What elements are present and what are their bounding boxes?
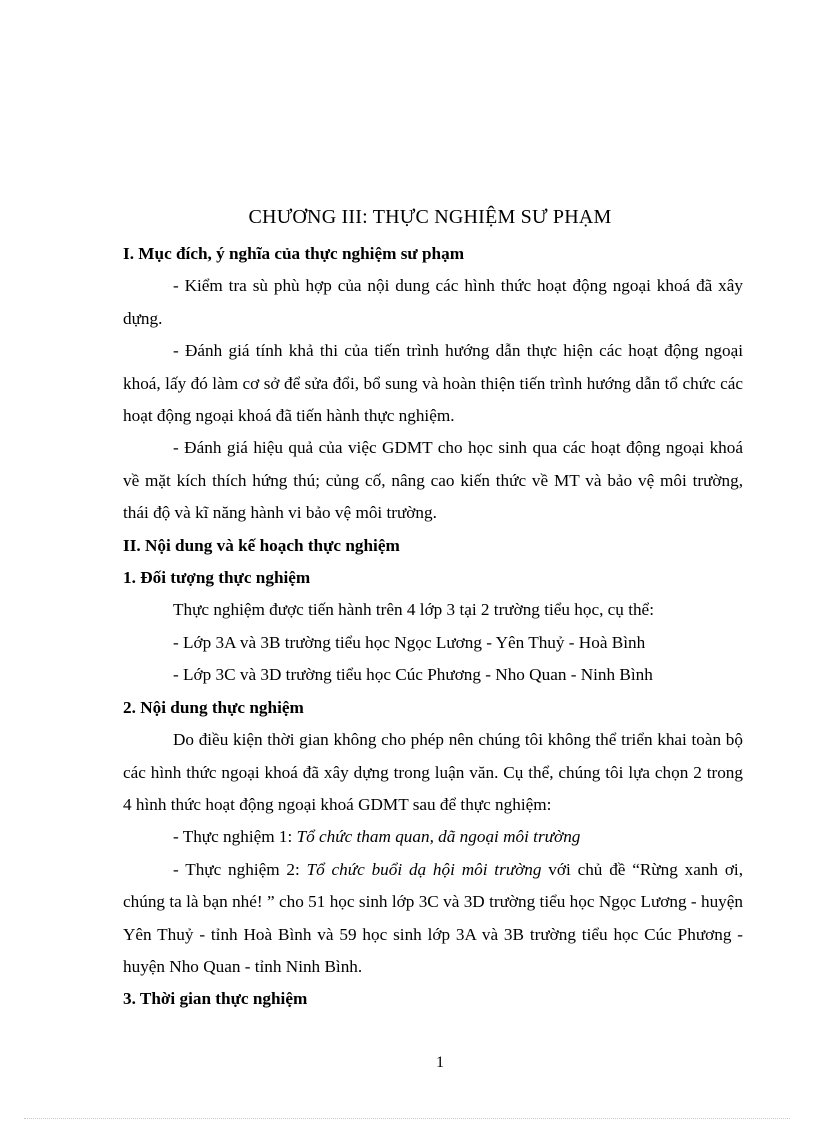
page-bottom-divider [24, 1118, 790, 1119]
experiment-1-name: Tổ chức tham quan, dã ngoại môi trường [296, 827, 581, 847]
experiment-2-label: - Thực nghiệm 2: [173, 859, 307, 879]
experiment-1-label: - Thực nghiệm 1: [173, 827, 297, 847]
paragraph-purpose-2: - Đánh giá tính khả thi của tiến trình hướng dẫn thực hiện các hoạt động ngoại khoá, lấy đó làm cơ sở để sửa đổi, bổ sung và hoàn thiện tiến trình hướng dẫn tổ chức các hoạt động ngoại khoá đã tiến hành thực nghiệm. [123, 341, 743, 426]
list-item-experiment-2 [123, 854, 743, 984]
list-item-experiment-1 [123, 821, 743, 853]
subsection-heading-subjects: 1. Đối tượng thực nghiệm [123, 568, 311, 588]
paragraph-purpose-3: - Đánh giá hiệu quả của việc GDMT cho học sinh qua các hoạt động ngoại khoá về mặt kích thích hứng thú; củng cố, nâng cao kiến thức về MT và bảo vệ môi trường, thái độ và kĩ năng hành vi bảo vệ môi trường. [123, 438, 743, 523]
section-heading-content-plan: II. Nội dung và kế hoạch thực nghiệm [123, 535, 400, 555]
chapter-title: CHƯƠNG III: THỰC NGHIỆM SƯ PHẠM [248, 206, 612, 228]
experiment-2-description: với chủ đề “Rừng xanh ơi, chúng ta là bạn nhé! ” cho 51 học sinh lớp 3C và 3D trường tiểu học Ngọc Lương - huyện Yên Thuỷ - tỉnh Hoà Bình và 59 học sinh lớp 3A và 3B trường tiểu học Cúc Phương - huyện Nho Quan - tỉnh Ninh Bình. [123, 859, 743, 976]
list-item-class-cuc-phuong: - Lớp 3C và 3D trường tiểu học Cúc Phương - Nho Quan - Ninh Bình [173, 665, 653, 685]
experiment-2-name: Tổ chức buổi dạ hội môi trường [306, 859, 542, 879]
page-number: 1 [436, 1054, 444, 1071]
section-heading-purpose: I. Mục đích, ý nghĩa của thực nghiệm sư phạm [123, 244, 465, 263]
paragraph-subjects-intro: Thực nghiệm được tiến hành trên 4 lớp 3 tại 2 trường tiểu học, cụ thể: [173, 600, 654, 620]
list-item-class-ngoc-luong: - Lớp 3A và 3B trường tiểu học Ngọc Lương - Yên Thuỷ - Hoà Bình [173, 632, 646, 652]
subsection-heading-content: 2. Nội dung thực nghiệm [123, 697, 304, 717]
paragraph-purpose-1: - Kiểm tra sù phù hợp của nội dung các hình thức hoạt động ngoại khoá đã xây dựng. [123, 276, 743, 328]
subsection-heading-time: 3. Thời gian thực nghiệm [123, 989, 308, 1009]
document-body [123, 238, 743, 1016]
paragraph-content-intro: Do điều kiện thời gian không cho phép nên chúng tôi không thể triển khai toàn bộ các hình thức ngoại khoá đã xây dựng trong luận văn. Cụ thể, chúng tôi lựa chọn 2 trong 4 hình thức hoạt động ngoại khoá GDMT sau để thực nghiệm: [123, 730, 743, 814]
